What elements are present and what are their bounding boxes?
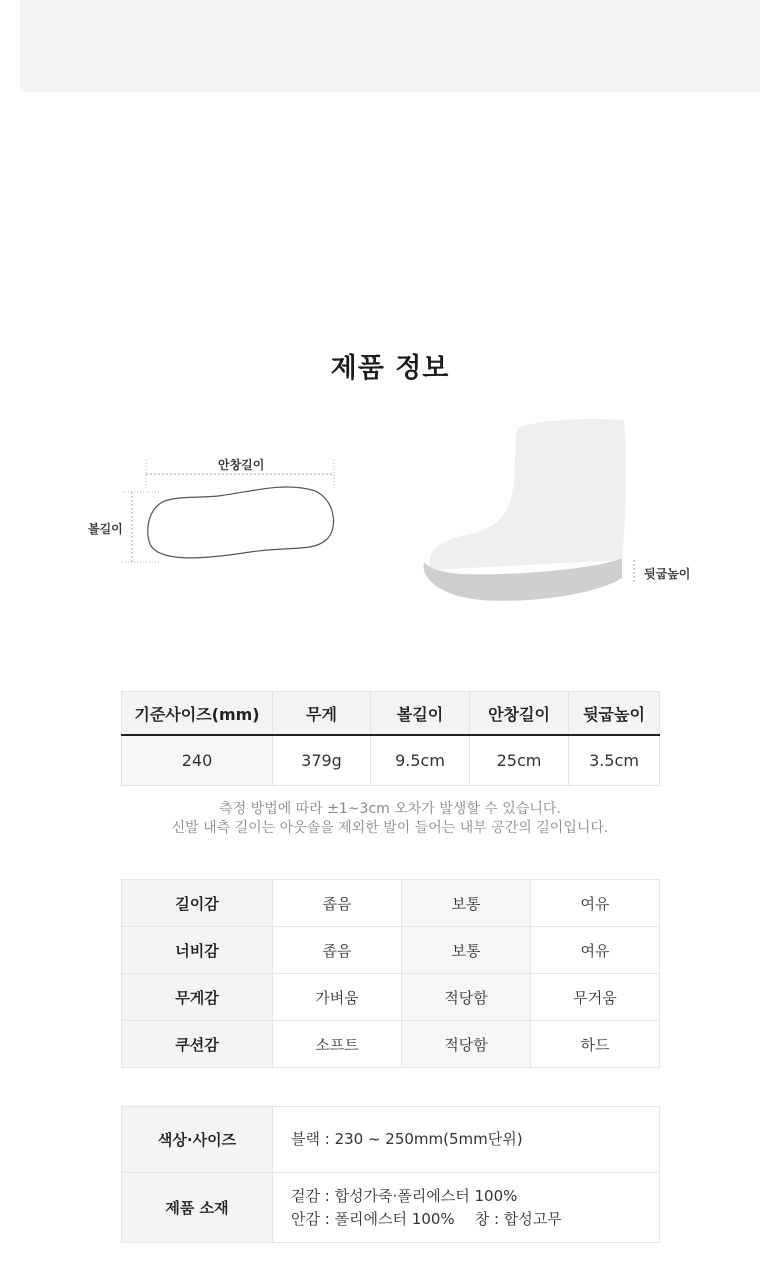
header-base-size: 기준사이즈(mm) [122,692,273,736]
color-size-label: 색상·사이즈 [122,1107,273,1173]
note-line-2: 신발 내측 길이는 아웃솔을 제외한 발이 들어는 내부 공간의 길이입니다. [171,820,609,836]
fit-option: 무거움 [531,974,660,1021]
fit-label: 길이감 [122,880,273,927]
value-base-size: 240 [122,735,273,786]
heel-height-label: 뒷굽높이 [644,567,691,581]
fit-row-cushion [122,1021,660,1068]
fit-option: 적당함 [402,1021,531,1068]
color-size-value: 블랙 : 230 ~ 250mm(5mm단위) [273,1107,660,1173]
value-heel-height: 3.5cm [569,735,660,786]
fit-option: 하드 [531,1021,660,1068]
ball-width-measure [122,492,160,562]
fit-option: 여유 [531,927,660,974]
fit-label: 너비감 [122,927,273,974]
header-heel-height: 뒷굽높이 [569,692,660,736]
section-title: 제품 정보 [330,353,450,384]
fit-row-length [122,880,660,927]
size-spec-table [121,691,660,786]
fit-table [121,879,660,1068]
top-banner-area [20,0,760,92]
header-weight: 무게 [273,692,371,736]
fit-option: 보통 [402,927,531,974]
fit-label: 쿠션감 [122,1021,273,1068]
material-sole: 창 : 합성고무 [474,1209,562,1228]
ball-width-label: 볼길이 [88,522,123,536]
header-ball-width: 볼길이 [371,692,470,736]
fit-option: 적당함 [402,974,531,1021]
info-row-material [122,1173,660,1243]
fit-option: 여유 [531,880,660,927]
value-insole-length: 25cm [470,735,569,786]
material-line-2 [291,1208,659,1231]
measurement-notes [0,800,780,838]
insole-outline [148,487,334,558]
size-table-header-row [122,692,660,736]
insole-length-label: 안창길이 [218,458,265,472]
material-value [273,1173,660,1243]
fit-option: 좁음 [273,880,402,927]
fit-label: 무게감 [122,974,273,1021]
info-row-color-size [122,1107,660,1173]
value-weight: 379g [273,735,371,786]
note-line-1: 측정 방법에 따라 ±1~3cm 오차가 발생할 수 있습니다. [219,801,561,817]
size-table-row [122,735,660,786]
header-insole-length: 안창길이 [470,692,569,736]
value-ball-width: 9.5cm [371,735,470,786]
material-outer: 겉감 : 합성가죽·폴리에스터 100% [291,1186,518,1205]
fit-option: 보통 [402,880,531,927]
fit-row-width [122,927,660,974]
product-info-table [121,1106,660,1243]
size-diagram [0,400,780,640]
fit-option: 가벼움 [273,974,402,1021]
material-lining: 안감 : 폴리에스터 100% [291,1209,455,1228]
fit-row-weight [122,974,660,1021]
boot-silhouette [423,419,626,601]
material-label: 제품 소재 [122,1173,273,1243]
fit-option: 소프트 [273,1021,402,1068]
fit-option: 좁음 [273,927,402,974]
